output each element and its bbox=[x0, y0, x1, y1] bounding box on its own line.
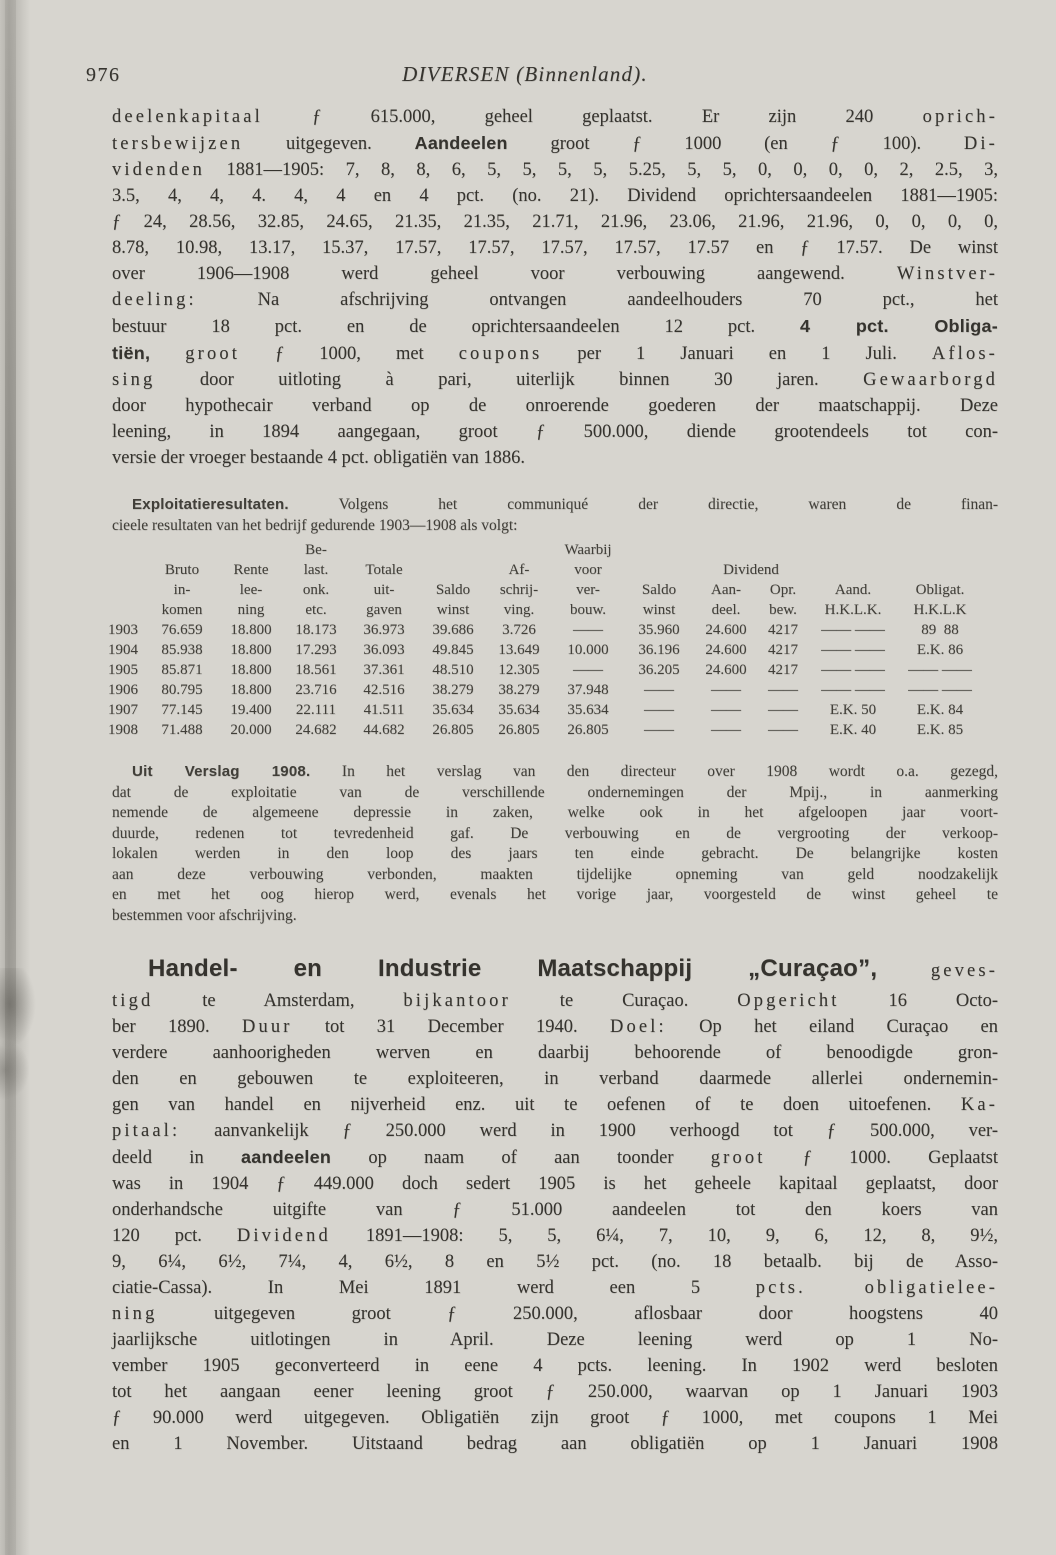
table-header-row bbox=[100, 560, 982, 580]
table-cell: 44.682 bbox=[363, 722, 405, 738]
table-header-cell: H.K.L.K. bbox=[824, 602, 882, 618]
text-line: Exploitatieresultaten. Volgens het communiqué der directie, waren de finan- bbox=[132, 496, 998, 513]
table-cell: 18.800 bbox=[230, 642, 272, 658]
table-cell: —— bbox=[711, 722, 741, 738]
table-header-cell: Bruto bbox=[164, 562, 200, 578]
table-header-cell bbox=[808, 560, 898, 580]
text-line: deeld in aandeelen op naam of aan toonder groot ƒ 1000. Geplaatst bbox=[112, 1147, 998, 1168]
table-cell: E.K. 86 bbox=[916, 642, 964, 658]
table-header-cell: schrij- bbox=[499, 582, 539, 598]
table-header-cell: Af- bbox=[508, 562, 530, 578]
table-cell: 1907 bbox=[108, 702, 138, 718]
table-cell: 49.845 bbox=[432, 642, 474, 658]
text-line: bestuur 18 pct. en de oprichtersaandeelen 12 pct. 4 pct. Obliga- bbox=[112, 316, 998, 337]
table-cell: 17.293 bbox=[295, 642, 337, 658]
table-cell: 26.805 bbox=[567, 722, 609, 738]
table-cell: 48.510 bbox=[432, 662, 474, 678]
running-title: DIVERSEN (Binnenland). bbox=[402, 62, 648, 86]
table-cell: 85.871 bbox=[161, 662, 203, 678]
table-cell: —— bbox=[768, 702, 798, 718]
table-cell: 89 88 bbox=[921, 622, 959, 638]
table-cell: 1904 bbox=[108, 642, 138, 658]
table-cell: 38.279 bbox=[498, 682, 540, 698]
table-header-cell: Be- bbox=[305, 542, 327, 558]
paragraph-aandeelenkapitaal bbox=[112, 104, 998, 471]
table-cell: 76.659 bbox=[161, 622, 203, 638]
text-line: jaarlijksche uitlotingen in April. Deze leening werd op 1 No- bbox=[112, 1330, 998, 1350]
table-cell: 18.173 bbox=[295, 622, 337, 638]
table-header-cell: deel. bbox=[711, 602, 741, 618]
table-cell: 39.686 bbox=[432, 622, 474, 638]
table-cell: 37.361 bbox=[363, 662, 405, 678]
text-line: 120 pct. Dividend 1891—1908: 5, 5, 6¼, 7, 10, 9, 6, 12, 8, 9½, bbox=[112, 1226, 999, 1246]
table-row bbox=[100, 660, 982, 680]
table-cell: 4217 bbox=[768, 622, 798, 638]
table-row bbox=[100, 620, 982, 640]
table-cell: 36.196 bbox=[638, 642, 680, 658]
table-cell: E.K. 84 bbox=[916, 702, 964, 718]
table-header-cell bbox=[100, 580, 146, 600]
scan-artifact bbox=[0, 1040, 30, 1100]
table-cell: E.K. 50 bbox=[829, 702, 877, 718]
table-header-cell bbox=[100, 600, 146, 620]
table-header-cell bbox=[898, 560, 982, 580]
text-line: over 1906—1908 werd geheel voor verbouwing aangewend. Winstver- bbox=[112, 264, 998, 284]
table-header-row bbox=[100, 600, 982, 620]
table-cell: 71.488 bbox=[161, 722, 203, 738]
section-handel-industrie-curacao bbox=[112, 952, 998, 1457]
table-cell: 26.805 bbox=[498, 722, 540, 738]
table-header-cell: voor bbox=[574, 562, 602, 578]
table-header-cell: Waarbij bbox=[564, 542, 612, 558]
table-header-cell: Dividend bbox=[723, 562, 779, 578]
table-cell: —— —— bbox=[821, 662, 885, 678]
table-header-cell: ving. bbox=[503, 602, 535, 618]
text-line: ning uitgegeven groot ƒ 250.000, aflosbaar door hoogstens 40 bbox=[112, 1304, 998, 1324]
text-line: versie der vroeger bestaande 4 pct. obligatiën van 1886. bbox=[112, 448, 526, 468]
table-cell: 24.600 bbox=[705, 622, 747, 638]
table-header-cell: bouw. bbox=[569, 602, 607, 618]
table-cell: 3.726 bbox=[502, 622, 536, 638]
table-cell: 35.960 bbox=[638, 622, 680, 638]
table-cell: —— bbox=[644, 702, 674, 718]
table-cell: 77.145 bbox=[161, 702, 203, 718]
table-cell: —— bbox=[644, 722, 674, 738]
table-cell: 36.093 bbox=[363, 642, 405, 658]
text-line: lokalen werden in den loop des jaars ten einde gebracht. De belangrijke kosten bbox=[112, 845, 998, 862]
text-line: sing door uitloting à pari, uiterlijk binnen 30 jaren. Gewaarborgd bbox=[112, 370, 998, 390]
text-line: nemende de algemeene depressie in zaken, welke ook in het afgeloopen jaar voort- bbox=[112, 804, 998, 821]
table-cell: 18.800 bbox=[230, 662, 272, 678]
paragraph-exploitatieresultaten bbox=[112, 495, 998, 536]
table-cell: 36.205 bbox=[638, 662, 680, 678]
table-header-cell: komen bbox=[161, 602, 203, 618]
table-cell: 4217 bbox=[768, 642, 798, 658]
text-line: 8.78, 10.98, 13.17, 15.37, 17.57, 17.57, 17.57, 17.57, 17.57 en ƒ 17.57. De winst bbox=[112, 238, 998, 258]
text-line: en 1 November. Uitstaand bedrag aan obligatiën op 1 Januari 1908 bbox=[112, 1434, 998, 1454]
table-cell: 85.938 bbox=[161, 642, 203, 658]
text-line: 3.5, 4, 4, 4. 4, 4 en 4 pct. (no. 21). Dividend oprichtersaandeelen 1881—1905: bbox=[112, 186, 998, 206]
text-line: Handel- en Industrie Maatschappij „Curaçao”, geves- bbox=[148, 955, 998, 982]
text-line: door hypothecair verband op de onroerende goederen der maatschappij. Deze bbox=[112, 396, 998, 416]
table-cell: 18.561 bbox=[295, 662, 337, 678]
table-cell: —— —— bbox=[821, 642, 885, 658]
table-cell: 41.511 bbox=[363, 702, 405, 718]
table-header-cell: lee- bbox=[239, 582, 263, 598]
table-cell: —— bbox=[644, 682, 674, 698]
table-header-cell: onk. bbox=[302, 582, 330, 598]
table-cell: —— bbox=[573, 622, 603, 638]
table-cell: —— —— bbox=[908, 682, 972, 698]
text-line: dat de exploitatie van de verschillende ondernemingen der Mpij., in aanmerking bbox=[112, 783, 998, 801]
table-header-cell: Saldo bbox=[435, 582, 471, 598]
table-cell: 37.948 bbox=[567, 682, 609, 698]
text-line: deelenkapitaal ƒ 615.000, geheel geplaatst. Er zijn 240 oprich- bbox=[112, 107, 998, 127]
table-row bbox=[100, 720, 982, 740]
table-header-cell: H.K.L.K bbox=[913, 602, 967, 618]
text-line: videnden 1881—1905: 7, 8, 8, 6, 5, 5, 5, 5, 5.25, 5, 5, 0, 0, 0, 0, 2, 2.5, 3, bbox=[112, 160, 998, 180]
table-header-row bbox=[100, 580, 982, 600]
table-cell: 35.634 bbox=[498, 702, 540, 718]
table-header-cell bbox=[100, 560, 146, 580]
table-header-cell: Saldo bbox=[641, 582, 677, 598]
text-line: vember 1905 geconverteerd in eene 4 pcts. leening. In 1902 werd besloten bbox=[112, 1356, 998, 1376]
table-cell: 10.000 bbox=[567, 642, 609, 658]
table-header-cell: last. bbox=[303, 562, 329, 578]
text-line: verdere aanhoorigheden werven en daarbij behoorende of benoodigde gron- bbox=[112, 1043, 998, 1063]
table-cell: —— bbox=[711, 702, 741, 718]
text-line: onderhandsche uitgifte van ƒ 51.000 aandeelen tot den koers van bbox=[112, 1200, 998, 1220]
scan-artifact bbox=[0, 968, 36, 1048]
table-header-cell: Totale bbox=[365, 562, 403, 578]
text-line: duurde, redenen tot tevredenheid gaf. De verbouwing en de vergrooting der verkoop- bbox=[112, 824, 998, 842]
table-header-cell: Rente bbox=[233, 562, 269, 578]
table-cell: —— —— bbox=[821, 622, 885, 638]
table-cell: 80.795 bbox=[161, 682, 203, 698]
exploitatie-results-table bbox=[100, 540, 982, 740]
text-line: bestemmen voor afschrijving. bbox=[112, 906, 297, 924]
table-header-row bbox=[100, 540, 982, 560]
table-cell: —— —— bbox=[821, 682, 885, 698]
table-cell: 35.634 bbox=[567, 702, 609, 718]
table-cell: 20.000 bbox=[230, 722, 272, 738]
table-cell: 18.800 bbox=[230, 622, 272, 638]
table-cell: E.K. 85 bbox=[916, 722, 964, 738]
table-cell: 35.634 bbox=[432, 702, 474, 718]
paragraph-uit-verslag-1908 bbox=[112, 762, 998, 926]
table-header-cell: gaven bbox=[366, 602, 402, 618]
table-cell: —— bbox=[768, 682, 798, 698]
page-number: 976 bbox=[86, 64, 121, 86]
table-header-cell: winst bbox=[436, 602, 470, 618]
table-header-cell: etc. bbox=[305, 602, 327, 618]
text-line: tigd te Amsterdam, bijkantoor te Curaçao. Opgericht 16 Octo- bbox=[112, 991, 998, 1011]
table-header-cell: ver- bbox=[576, 582, 600, 598]
text-line: tot het aangaan eener leening groot ƒ 250.000, waarvan op 1 Januari 1903 bbox=[112, 1382, 998, 1402]
table-header-cell bbox=[624, 540, 982, 560]
text-line: Uit Verslag 1908. In het verslag van den directeur over 1908 wordt o.a. gezegd, bbox=[132, 763, 998, 780]
table-cell: —— —— bbox=[908, 662, 972, 678]
table-header-cell bbox=[420, 560, 486, 580]
text-line: deeling: Na afschrijving ontvangen aandeelhouders 70 pct., het bbox=[112, 290, 998, 310]
binding-shadow-streak bbox=[5, 0, 16, 1555]
table-cell: 13.649 bbox=[498, 642, 540, 658]
text-line: pitaal: aanvankelijk ƒ 250.000 werd in 1900 verhoogd tot ƒ 500.000, ver- bbox=[112, 1121, 998, 1141]
table-header-cell: Obligat. bbox=[915, 582, 965, 598]
table-cell: 24.600 bbox=[705, 642, 747, 658]
text-line: en met het oog hierop werd, evenals het vorige jaar, voorgesteld de winst geheel te bbox=[112, 886, 998, 903]
table-row bbox=[100, 640, 982, 660]
table-cell: —— bbox=[711, 682, 741, 698]
table-header-cell: in- bbox=[173, 582, 191, 598]
text-line: aan deze verbouwing verbonden, maakten tijdelijke opneming van geld noodzakelijk bbox=[112, 865, 998, 883]
table-header-cell: uit- bbox=[373, 582, 395, 598]
text-line: ƒ 90.000 werd uitgegeven. Obligatiën zijn groot ƒ 1000, met coupons 1 Mei bbox=[112, 1408, 998, 1428]
text-line: was in 1904 ƒ 449.000 doch sedert 1905 is het geheele kapitaal geplaatst, door bbox=[112, 1174, 998, 1194]
table-cell: 1908 bbox=[108, 722, 138, 738]
text-line: tiën, groot ƒ 1000, met coupons per 1 Januari en 1 Juli. Aflos- bbox=[112, 343, 998, 364]
text-line: ber 1890. Duur tot 31 December 1940. Doel: Op het eiland Curaçao en bbox=[112, 1017, 998, 1037]
text-line: leening, in 1894 aangegaan, groot ƒ 500.000, diende grootendeels tot con- bbox=[112, 422, 998, 442]
text-line: ciatie-Cassa). In Mei 1891 werd een 5 pcts. obligatielee- bbox=[112, 1278, 999, 1298]
table-header-cell: Opr. bbox=[769, 582, 797, 598]
page-header bbox=[86, 62, 998, 90]
table-cell: 12.305 bbox=[498, 662, 540, 678]
table-cell: 18.800 bbox=[230, 682, 272, 698]
table-header-cell: ning bbox=[237, 602, 265, 618]
table-header-cell: Aan- bbox=[711, 582, 741, 598]
table-cell: 38.279 bbox=[432, 682, 474, 698]
table-header-cell bbox=[348, 540, 552, 560]
text-line: den en gebouwen te exploiteeren, in verband daarmede allerlei ondernemin- bbox=[112, 1069, 998, 1089]
table-cell: 1906 bbox=[108, 682, 138, 698]
book-page bbox=[86, 0, 999, 1457]
table-cell: 26.805 bbox=[432, 722, 474, 738]
table-header-cell: Aand. bbox=[834, 582, 872, 598]
table-cell: —— bbox=[768, 722, 798, 738]
text-line: gen van handel en nijverheid enz. uit te oefenen of te doen uitoefenen. Ka- bbox=[112, 1095, 998, 1115]
text-line: cieele resultaten van het bedrijf gedurende 1903—1908 als volgt: bbox=[112, 516, 518, 534]
table-cell: 4217 bbox=[768, 662, 798, 678]
table-cell: —— bbox=[573, 662, 603, 678]
text-line: ƒ 24, 28.56, 32.85, 24.65, 21.35, 21.35, 21.71, 21.96, 23.06, 21.96, 21.96, 0, 0, 0, 0, bbox=[112, 212, 998, 232]
table-cell: 1903 bbox=[108, 622, 138, 638]
table-header-cell: bew. bbox=[769, 602, 797, 618]
table-cell: 24.682 bbox=[295, 722, 337, 738]
table-cell: 19.400 bbox=[230, 702, 272, 718]
table-row bbox=[100, 700, 982, 720]
table-header-cell bbox=[100, 540, 284, 560]
table-row bbox=[100, 680, 982, 700]
table-cell: E.K. 40 bbox=[829, 722, 877, 738]
text-line: tersbewijzen uitgegeven. Aandeelen groot ƒ 1000 (en ƒ 100). Di- bbox=[112, 133, 998, 154]
table-cell: 24.600 bbox=[705, 662, 747, 678]
table-cell: 23.716 bbox=[295, 682, 337, 698]
table-cell: 42.516 bbox=[363, 682, 405, 698]
table-header-cell: winst bbox=[642, 602, 676, 618]
table-header-cell bbox=[624, 560, 694, 580]
table-cell: 36.973 bbox=[363, 622, 405, 638]
table-cell: 22.111 bbox=[295, 702, 337, 718]
text-line: 9, 6¼, 6½, 7¼, 4, 6½, 8 en 5½ pct. (no. 18 betaalb. bij de Asso- bbox=[112, 1252, 998, 1272]
table-cell: 1905 bbox=[108, 662, 138, 678]
